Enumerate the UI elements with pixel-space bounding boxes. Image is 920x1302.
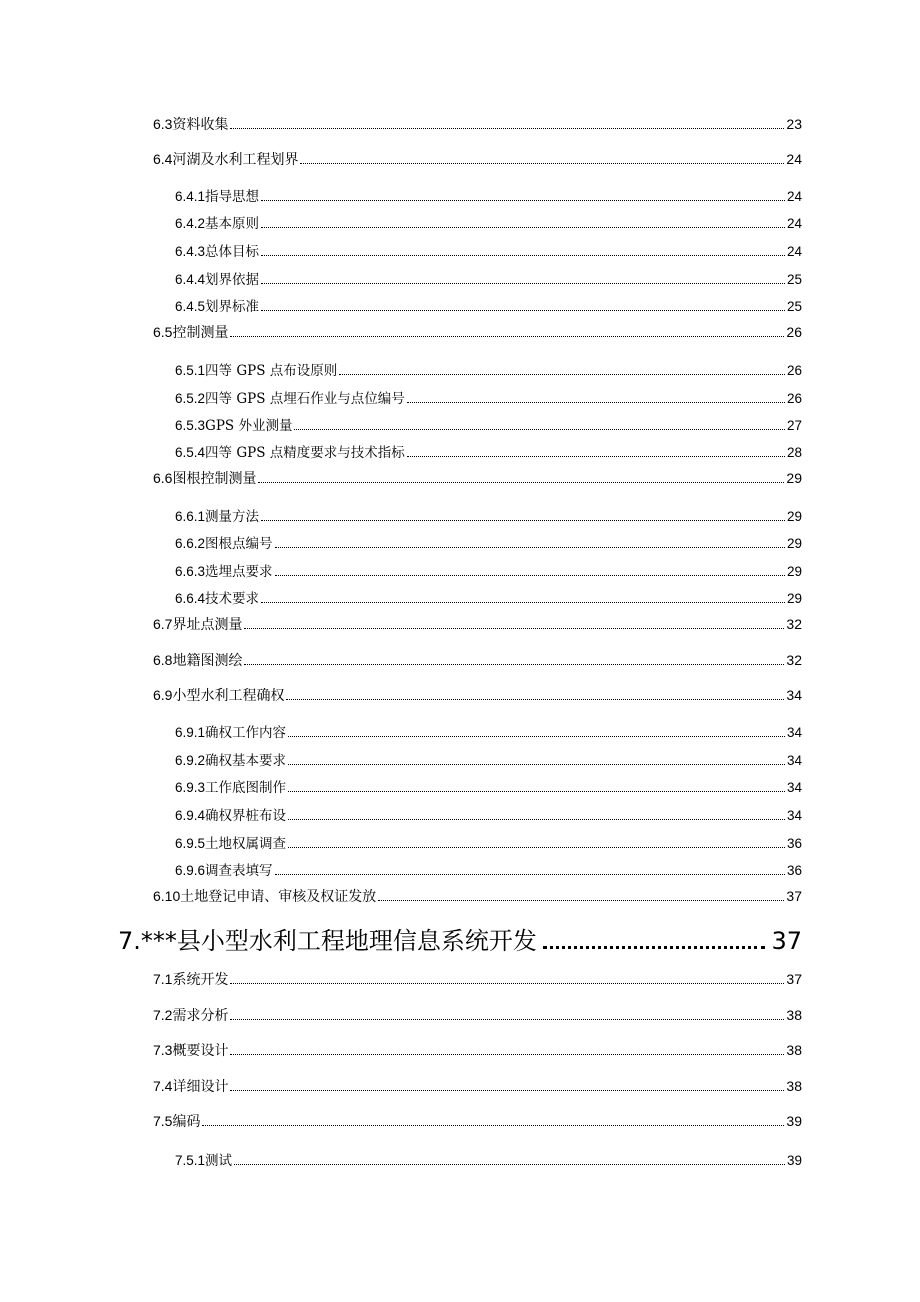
toc-entry-title: 控制测量 — [172, 325, 229, 341]
toc-leader-dots — [261, 310, 785, 311]
toc-entry-page: 26 — [786, 391, 802, 406]
toc-leader-dots — [230, 1019, 784, 1020]
toc-entry[interactable] — [175, 214, 802, 234]
toc-leader-dots — [339, 374, 785, 375]
toc-entry[interactable] — [153, 1111, 802, 1132]
toc-entry-number: 6.4.4 — [175, 272, 206, 287]
toc-leader-dots — [275, 547, 785, 548]
toc-leader-dots — [261, 602, 785, 603]
toc-leader-dots — [288, 847, 785, 848]
toc-entry-title: 调查表填写 — [205, 863, 273, 879]
toc-entry-number: 6.10 — [153, 888, 181, 904]
toc-entry-page: 24 — [786, 151, 802, 167]
toc-entry-title: 详细设计 — [172, 1079, 229, 1095]
toc-entry[interactable] — [175, 723, 802, 743]
toc-entry-number: 6.9.2 — [175, 753, 206, 768]
toc-entry-number: 7.5.1 — [175, 1153, 206, 1168]
toc-entry[interactable] — [153, 969, 802, 990]
toc-entry-number: 6.5.1 — [175, 363, 206, 378]
toc-entry-page: 37 — [786, 888, 802, 904]
toc-entry-title: 总体目标 — [205, 244, 260, 260]
toc-entry-page: 38 — [786, 1007, 802, 1023]
toc-entry[interactable] — [175, 507, 802, 527]
toc-leader-dots — [294, 429, 785, 430]
toc-entry-page: 34 — [786, 808, 802, 823]
toc-entry[interactable] — [153, 650, 802, 671]
toc-leader-dots — [261, 283, 785, 284]
toc-entry[interactable] — [153, 322, 802, 343]
toc-entry-number: 6.6 — [153, 470, 173, 486]
toc-entry-title: 确权基本要求 — [205, 753, 287, 769]
toc-entry-number: 6.9.6 — [175, 863, 206, 878]
toc-leader-dots — [230, 128, 784, 129]
toc-entry[interactable] — [175, 562, 802, 582]
toc-entry-page: 36 — [786, 836, 802, 851]
toc-entry[interactable] — [175, 416, 802, 436]
toc-entry-number: 6.7 — [153, 616, 173, 632]
toc-entry-page: 23 — [786, 116, 802, 132]
toc-entry-number: 7.3 — [153, 1042, 173, 1058]
toc-entry-number: 7.5 — [153, 1113, 173, 1129]
toc-leader-dots — [288, 736, 785, 737]
toc-leader-dots — [288, 819, 785, 820]
toc-entry-number: 6.4.2 — [175, 216, 206, 231]
toc-leader-dots — [288, 791, 785, 792]
toc-entry-number: 7.2 — [153, 1007, 173, 1023]
toc-entry-title: 技术要求 — [205, 591, 260, 607]
toc-entry-page: 34 — [786, 780, 802, 795]
toc-entry-number: 6.9.3 — [175, 780, 206, 795]
toc-entry-number: 6.6.2 — [175, 536, 206, 551]
toc-entry[interactable] — [175, 778, 802, 798]
toc-leader-dots — [286, 699, 784, 700]
toc-leader-dots — [407, 456, 785, 457]
toc-leader-dots — [300, 163, 784, 164]
toc-entry-page: 25 — [786, 299, 802, 314]
toc-entry-page: 29 — [786, 536, 802, 551]
toc-entry-number: 6.4.3 — [175, 244, 206, 259]
toc-entry-title: 河湖及水利工程划界 — [172, 152, 299, 168]
toc-entry-page: 27 — [786, 418, 802, 433]
toc-entry-number: 6.5.2 — [175, 391, 206, 406]
toc-entry[interactable] — [153, 614, 802, 635]
toc-entry-title: 资料收集 — [172, 117, 229, 133]
toc-entry-page: 29 — [786, 470, 802, 486]
toc-leader-dots — [543, 946, 766, 949]
toc-entry-number: 6.9 — [153, 687, 173, 703]
toc-entry-number: 6.5.3 — [175, 418, 206, 433]
toc-entry-page: 34 — [786, 687, 802, 703]
toc-entry-title: 需求分析 — [172, 1008, 229, 1024]
toc-entry-title: 四等 GPS 点布设原则 — [205, 363, 338, 379]
toc-entry-title: 确权界桩布设 — [205, 808, 287, 824]
toc-entry[interactable] — [175, 589, 802, 609]
toc-entry-title: 工作底图制作 — [205, 780, 287, 796]
toc-entry-page: 37 — [771, 927, 802, 955]
toc-leader-dots — [258, 482, 784, 483]
toc-entry[interactable] — [175, 1151, 802, 1171]
toc-leader-dots — [261, 227, 785, 228]
toc-entry[interactable] — [175, 861, 802, 881]
toc-entry-title: 四等 GPS 点埋石作业与点位编号 — [205, 391, 405, 407]
toc-entry[interactable] — [175, 270, 802, 290]
toc-entry-page: 34 — [786, 725, 802, 740]
toc-entry-title: 地籍图测绘 — [172, 653, 243, 669]
toc-entry[interactable] — [175, 443, 802, 463]
toc-entry[interactable] — [175, 297, 802, 317]
toc-entry[interactable] — [153, 886, 802, 907]
toc-entry-title: 系统开发 — [172, 972, 229, 988]
toc-leader-dots — [261, 255, 785, 256]
toc-entry-page: 34 — [786, 753, 802, 768]
toc-entry-page: 29 — [786, 591, 802, 606]
toc-entry-page: 29 — [786, 509, 802, 524]
toc-entry[interactable] — [175, 751, 802, 771]
toc-entry-page: 24 — [786, 189, 802, 204]
toc-entry-title: ***县小型水利工程地理信息系统开发 — [140, 927, 537, 955]
toc-entry[interactable] — [153, 685, 802, 706]
toc-entry-title: 划界标准 — [205, 299, 260, 315]
toc-entry[interactable] — [153, 1076, 802, 1097]
toc-entry-page: 28 — [786, 445, 802, 460]
toc-leader-dots — [244, 664, 784, 665]
toc-entry-title: GPS 外业测量 — [205, 418, 293, 434]
toc-entry-number: 6.4.1 — [175, 189, 206, 204]
toc-chapter-entry[interactable] — [118, 925, 802, 957]
toc-entry-page: 24 — [786, 244, 802, 259]
toc-entry-title: 界址点测量 — [172, 617, 243, 633]
toc-entry-title: 概要设计 — [172, 1043, 229, 1059]
toc-entry-number: 6.6.3 — [175, 564, 206, 579]
toc-entry-page: 25 — [786, 272, 802, 287]
toc-entry-title: 确权工作内容 — [205, 725, 287, 741]
toc-entry-number: 6.9.1 — [175, 725, 206, 740]
toc-leader-dots — [230, 1054, 784, 1055]
toc-entry-number: 7.1 — [153, 971, 173, 987]
toc-leader-dots — [275, 874, 785, 875]
toc-entry-page: 26 — [786, 324, 802, 340]
toc-entry-title: 测试 — [205, 1153, 233, 1169]
toc-entry-title: 土地登记申请、审核及权证发放 — [180, 889, 377, 905]
toc-entry-page: 32 — [786, 616, 802, 632]
toc-entry-number: 6.5 — [153, 324, 173, 340]
toc-leader-dots — [378, 900, 784, 901]
toc-entry[interactable] — [153, 149, 802, 170]
toc-leader-dots — [244, 628, 784, 629]
toc-entry-title: 编码 — [172, 1114, 201, 1130]
toc-entry-title: 选埋点要求 — [205, 564, 273, 580]
toc-entry-page: 26 — [786, 363, 802, 378]
toc-entry[interactable] — [175, 389, 802, 409]
toc-entry-number: 6.9.4 — [175, 808, 206, 823]
toc-entry-number: 6.8 — [153, 652, 173, 668]
toc-entry-number: 6.9.5 — [175, 836, 206, 851]
toc-entry[interactable] — [153, 468, 802, 489]
toc-entry-number: 6.5.4 — [175, 445, 206, 460]
toc-entry-title: 图根点编号 — [205, 536, 273, 552]
toc-entry[interactable] — [153, 1005, 802, 1026]
toc-entry-number: 6.4.5 — [175, 299, 206, 314]
toc-leader-dots — [261, 200, 785, 201]
toc-leader-dots — [234, 1164, 785, 1165]
toc-leader-dots — [202, 1125, 784, 1126]
toc-entry[interactable] — [175, 361, 802, 381]
toc-leader-dots — [407, 402, 785, 403]
toc-entry[interactable] — [175, 806, 802, 826]
toc-entry-number: 7.4 — [153, 1078, 173, 1094]
toc-leader-dots — [275, 575, 785, 576]
toc-entry-number: 7. — [118, 927, 141, 955]
toc-entry-number: 6.6.1 — [175, 509, 206, 524]
toc-entry-page: 38 — [786, 1078, 802, 1094]
toc-entry[interactable] — [153, 114, 802, 135]
toc-entry-page: 36 — [786, 863, 802, 878]
toc-entry-page: 39 — [786, 1153, 802, 1168]
toc-entry-number: 6.6.4 — [175, 591, 206, 606]
toc-entry-page: 37 — [786, 971, 802, 987]
toc-entry[interactable] — [153, 1040, 802, 1061]
toc-entry-title: 小型水利工程确权 — [172, 688, 285, 704]
toc-entry-title: 四等 GPS 点精度要求与技术指标 — [205, 445, 405, 461]
toc-leader-dots — [261, 520, 785, 521]
toc-entry-number: 6.3 — [153, 116, 173, 132]
toc-leader-dots — [230, 1090, 784, 1091]
toc-leader-dots — [288, 764, 785, 765]
toc-entry-page: 32 — [786, 652, 802, 668]
toc-entry-title: 土地权属调查 — [205, 836, 287, 852]
toc-entry-number: 6.4 — [153, 151, 173, 167]
toc-entry-title: 图根控制测量 — [172, 471, 257, 487]
toc-entry-page: 29 — [786, 564, 802, 579]
toc-entry-title: 指导思想 — [205, 189, 260, 205]
toc-entry[interactable] — [175, 834, 802, 854]
toc-entry-title: 基本原则 — [205, 216, 260, 232]
toc-entry[interactable] — [175, 242, 802, 262]
toc-entry-page: 38 — [786, 1042, 802, 1058]
toc-leader-dots — [230, 336, 784, 337]
toc-entry-title: 测量方法 — [205, 509, 260, 525]
toc-entry[interactable] — [175, 534, 802, 554]
toc-entry-page: 24 — [786, 216, 802, 231]
toc-entry-title: 划界依据 — [205, 272, 260, 288]
toc-entry-page: 39 — [786, 1113, 802, 1129]
toc-leader-dots — [230, 983, 784, 984]
toc-entry[interactable] — [175, 187, 802, 207]
